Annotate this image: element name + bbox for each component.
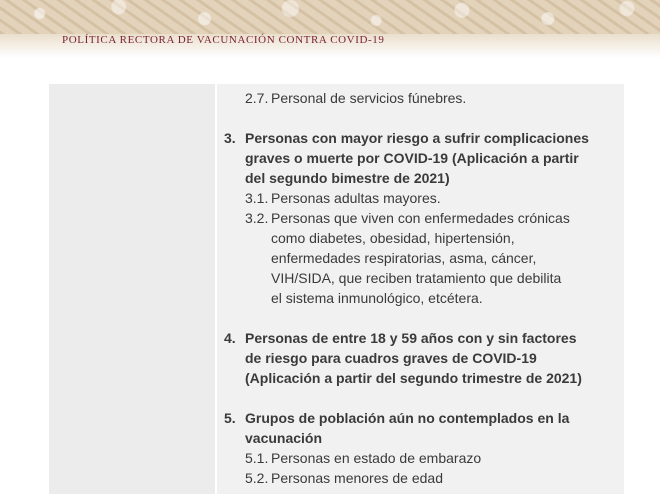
item-4-line-1: Personas de entre 18 y 59 años con y sin factores: [245, 330, 577, 346]
item-4-line-3: (Aplicación a partir del segundo trimestre de 2021): [245, 370, 582, 386]
item-3-number: 3.: [224, 130, 236, 146]
item-5-line-2: vacunación: [245, 430, 323, 446]
item-5-1-number: 5.1.: [245, 450, 269, 466]
item-3-line-3: del segundo bimestre de 2021): [245, 170, 450, 186]
item-5-2-text: Personas menores de edad: [271, 470, 443, 486]
item-3-2-number: 3.2.: [245, 210, 269, 226]
item-4-number: 4.: [224, 330, 236, 346]
item-2-7-number: 2.7.: [245, 90, 269, 106]
item-3-line-2: graves o muerte por COVID-19 (Aplicación a partir: [245, 150, 579, 166]
table-left-column: [49, 84, 215, 494]
item-5-number: 5.: [224, 410, 236, 426]
item-3-2-line-1: Personas que viven con enfermedades crónicas: [271, 210, 570, 226]
item-4-line-2: de riesgo para cuadros graves de COVID-19: [245, 350, 537, 366]
item-5-1-text: Personas en estado de embarazo: [271, 450, 482, 466]
item-5-2-number: 5.2.: [245, 470, 269, 486]
item-3-line-1: Personas con mayor riesgo a sufrir complicaciones: [245, 130, 589, 146]
document-header-title: POLÍTICA RECTORA DE VACUNACIÓN CONTRA COVID-19: [62, 34, 385, 46]
item-3-2-line-3: enfermedades respiratorias, asma, cáncer,: [271, 250, 537, 266]
item-3-2-line-2: como diabetes, obesidad, hipertensión,: [271, 230, 515, 246]
decorative-header-pattern: [0, 0, 660, 34]
item-5-line-1: Grupos de población aún no contemplados en la: [245, 410, 570, 426]
item-3-1-text: Personas adultas mayores.: [271, 190, 441, 206]
item-3-2-line-4: VIH/SIDA, que reciben tratamiento que debilita: [271, 270, 562, 286]
item-3-2-line-5: el sistema inmunológico, etcétera.: [271, 290, 483, 306]
item-2-7-text: Personal de servicios fúnebres.: [271, 90, 467, 106]
item-3-1-number: 3.1.: [245, 190, 269, 206]
